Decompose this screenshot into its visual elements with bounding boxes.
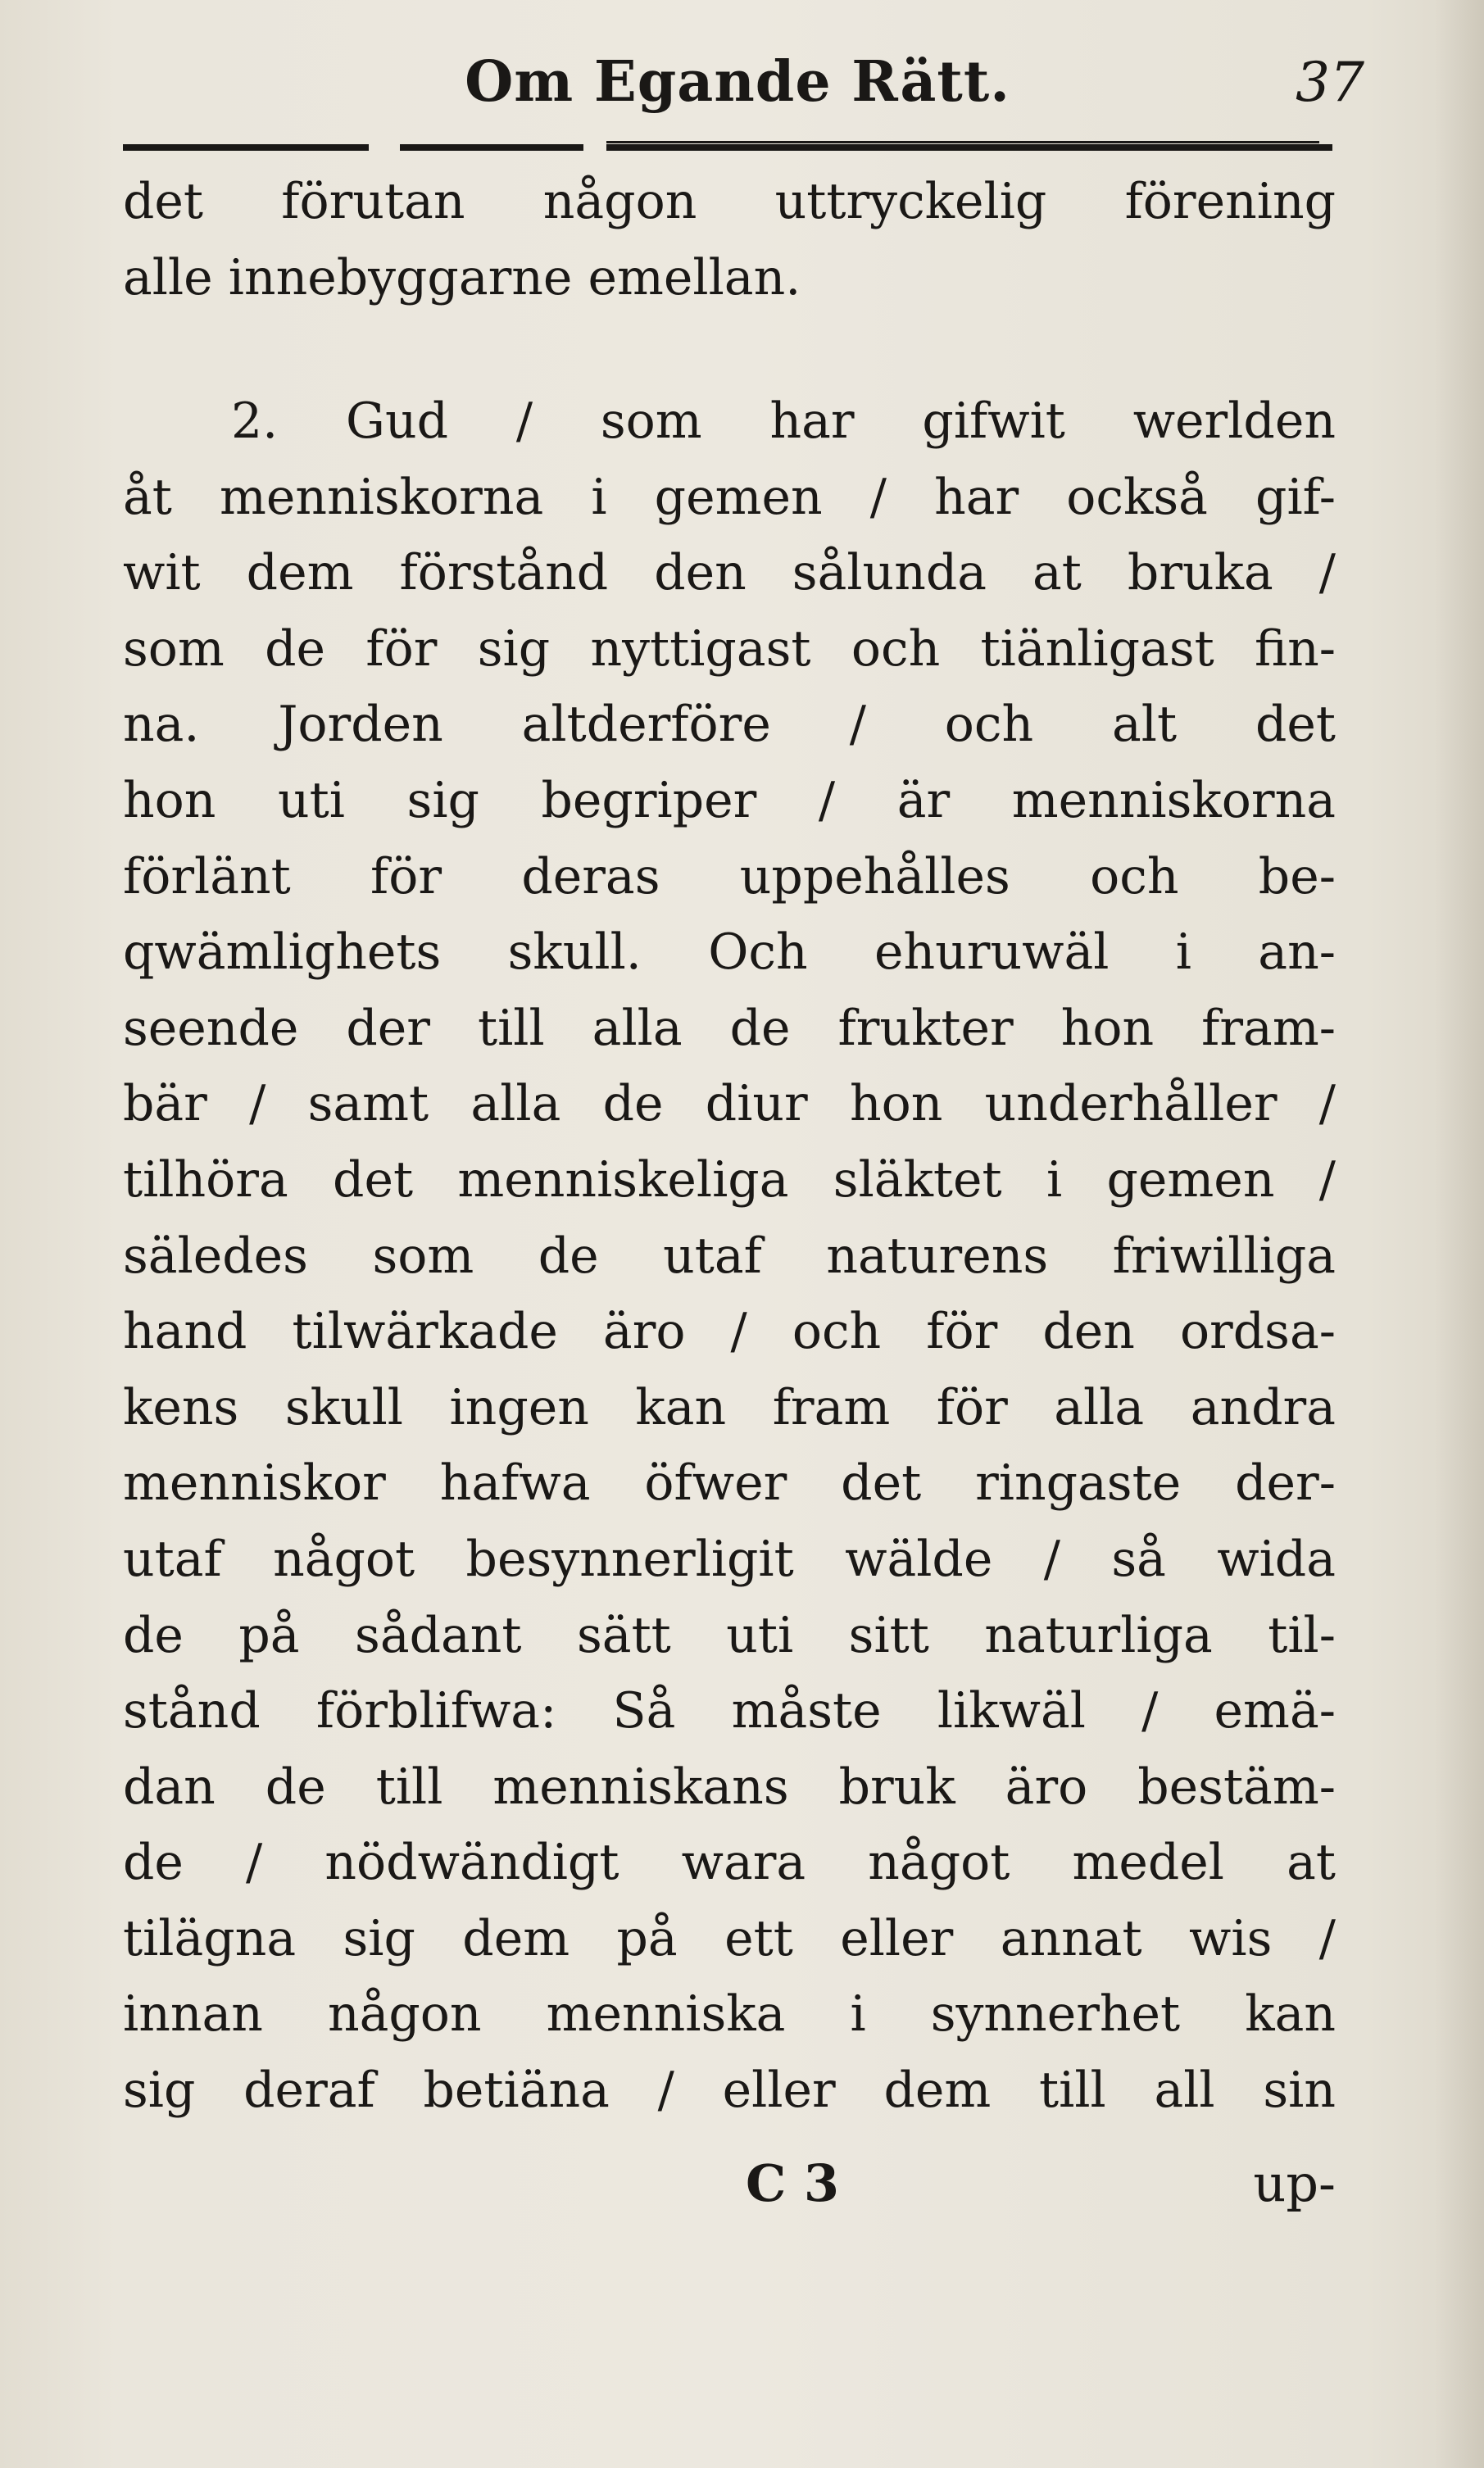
text-line: seende der till alla de frukter hon fram-	[123, 999, 1336, 1057]
text-line: hon uti sig begriper / är menniskorna	[123, 771, 1336, 829]
text-line: tilägna sig dem på ett eller annat wis /	[123, 1909, 1336, 1967]
text-line: dan de till menniskans bruk äro bestäm-	[123, 1758, 1336, 1816]
text-line: stånd förblifwa: Så måste likwäl / emä-	[123, 1682, 1336, 1740]
text-line: som de för sig nyttigast och tiänligast fin-	[123, 619, 1336, 678]
text-line: förlänt för deras uppehålles och be-	[123, 847, 1336, 905]
text-line: utaf något besynnerligit wälde / så wida	[123, 1530, 1336, 1588]
header-rule-thin	[606, 141, 1319, 143]
text-line: na. Jorden altderföre / och alt det	[123, 696, 1336, 754]
running-head-title: Om Egande Rätt.	[465, 49, 1010, 115]
catchword: up-	[1253, 2153, 1336, 2213]
text-line: de / nödwändigt wara något medel at	[123, 1834, 1336, 1892]
text-line: de på sådant sätt uti sitt naturliga til-	[123, 1606, 1336, 1664]
text-line: kens skull ingen kan fram för alla andra	[123, 1378, 1336, 1436]
text-line: det förutan någon uttryckelig förening	[123, 173, 1336, 230]
text-line: åt menniskorna i gemen / har också gif-	[123, 468, 1336, 526]
paragraph-continuation	[123, 164, 1336, 315]
text-line: hand tilwärkade äro / och för den ordsa-	[123, 1303, 1336, 1361]
text-line: menniskor hafwa öfwer det ringaste der-	[123, 1454, 1336, 1513]
text-line: qwämlighets skull. Och ehuruwäl i an-	[123, 923, 1336, 982]
page-number: 37	[1296, 51, 1364, 114]
text-line: sig deraf betiäna / eller dem till all sin	[123, 2062, 1336, 2120]
page-footer	[123, 2153, 1336, 2235]
text-line: innan någon menniska i synnerhet kan	[123, 1985, 1336, 2044]
header-rule-segment-2	[400, 144, 583, 151]
text-line: wit dem förstånd den sålunda at bruka /	[123, 544, 1336, 602]
text-line: tilhöra det menniskeliga släktet i gemen /	[123, 1150, 1336, 1209]
text-line: bär / samt alla de diur hon underhåller /	[123, 1075, 1336, 1133]
text-line: 2. Gud / som har gifwit werlden	[231, 392, 1336, 450]
header-rule-segment-3	[606, 144, 1332, 151]
text-line: säledes som de utaf naturens friwilliga	[123, 1227, 1336, 1285]
text-line: alle innebyggarne emellan.	[123, 248, 801, 306]
signature-mark: C 3	[746, 2153, 840, 2213]
paragraph-section-2	[123, 383, 1336, 2129]
page-edge-shadow	[1435, 0, 1484, 2468]
header-rule-segment-1	[123, 144, 369, 151]
